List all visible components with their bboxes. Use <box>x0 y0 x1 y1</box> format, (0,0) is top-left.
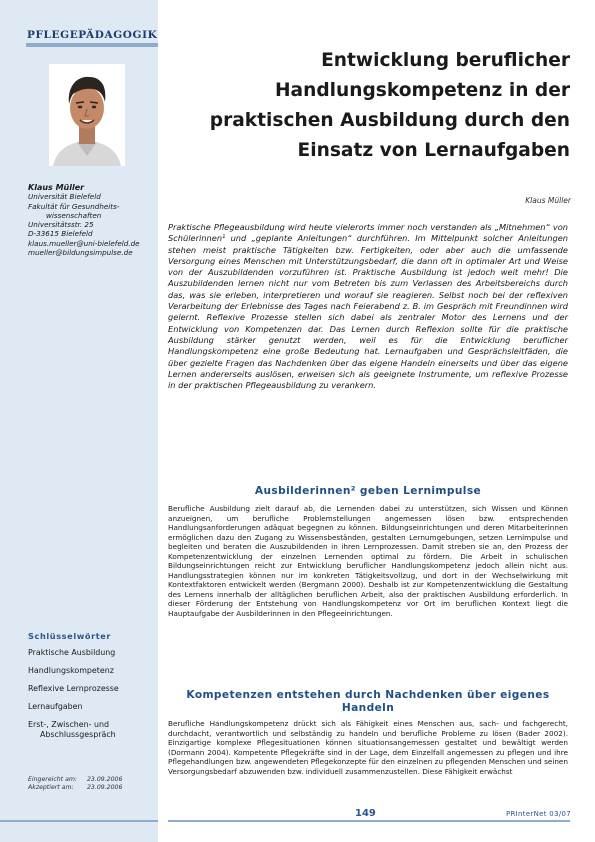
section-heading: Ausbilderinnen² geben Lernimpulse <box>254 485 482 497</box>
keywords-title: Schlüsselwörter <box>28 631 112 641</box>
journal-name: PRInterNet 03/07 <box>505 810 571 818</box>
submitted-label: Eingereicht am: <box>28 776 77 783</box>
keyword-item: Erst-, Zwischen- und <box>28 720 110 729</box>
section-label-text: PFLEGEPÄDAGOGIK <box>27 29 158 41</box>
accepted-label: Akzeptiert am: <box>28 784 74 792</box>
keyword-item-cont: Abschlussgespräch <box>40 730 116 739</box>
author-portrait-image <box>49 64 125 166</box>
section-body: Berufliche Handlungskompetenz drückt sich als Fähigkeit eines Menschen aus, sach- und fachgerecht, durchdacht, verantwortlich und selbständig zu handeln und berufliche Probleme zu lösen (Bader 2002). Einzigartige komplexe Pflegesituationen können situationsangemessen gestaltet und bewältigt werden (Dormann 2004). Kompetente Pflegekräfte sind in der Lage, dem Einzelfall angemessen zu pflegen und ihre Pflegehandlungen bzw. angewendeten Pflegekonzepte für den einzelnen zu pflegenden Menschen und seinen Versorgungsbedarf abzuwenden bzw. individuell zusammenzustellen. Diese Fähigkeit erwächst <box>168 719 568 776</box>
accepted-row <box>28 784 156 792</box>
submission-dates <box>28 776 156 792</box>
author-email-private[interactable]: mueller@bildungsimpulse.de <box>28 248 133 258</box>
byline: Klaus Müller <box>525 196 571 205</box>
accepted-date: 23.09.2006 <box>87 784 123 792</box>
section-heading: Kompetenzen entstehen durch Nachdenken über eigenes Handeln <box>186 689 550 714</box>
sidebar-bottom-rule <box>0 820 158 822</box>
submitted-date: 23.09.2006 <box>87 776 123 783</box>
top-rule <box>26 43 158 47</box>
affiliation-university: Universität Bielefeld <box>28 192 101 202</box>
author-photo <box>49 64 125 166</box>
author-name: Klaus Müller <box>28 183 85 192</box>
affiliation-street: Universitätsstr. 25 <box>28 220 94 230</box>
author-email-university[interactable]: klaus.mueller@uni-bielefeld.de <box>28 238 140 248</box>
author-info <box>28 183 156 257</box>
submitted-row <box>28 776 156 784</box>
footer-rule <box>168 820 570 822</box>
section-body: Berufliche Ausbildung zielt darauf ab, die Lernenden dabei zu unterstützen, sich Wissen und Können anzueignen, um berufliche Problemstellungen angemessen lösen bzw. entsprechenden Handlungsanforderungen adäquat begegnen zu können. Bildungseinrichtungen und deren Mitarbeiterinnen ermöglichen dazu den Zugang zu Wissensbeständen, gestalten Lernumgebungen, setzen Lernimpulse und begleiten und beraten die Auszubildenden in ihren Lernprozessen. Damit streben sie an, den Prozess der Kompetenzentwicklung der einzelnen Lernenden optimal zu fördern. Die Arbeit in schulischen Bildungseinrichtungen reicht zur Entwicklung beruflicher Handlungskompetenz jedoch allein nicht aus. Handlungsstrategien können nur im konkreten Tätigkeitsvollzug, und dort in der Wechselwirkung mit Kontextfaktoren entwickelt werden (Bergmann 2000). Deshalb ist zur Kompetenzentwicklung die Gestaltung des Lernens innerhalb der alltäglichen beruflichen Arbeit, also der praktischen Ausbildung erforderlich. In dieser Förderung der Entstehung von Handlungskompetenz vor Ort im beruflichen Kontext liegt die Hauptaufgabe der Ausbilderinnen in den Pflegeeinrichtungen. <box>168 504 568 619</box>
affiliation-faculty-cont: wissenschaften <box>46 210 102 220</box>
section-label <box>27 29 157 41</box>
abstract: Praktische Pflegeausbildung wird heute vielerorts immer noch verstanden als „Mitnehmen“ von Schülerinnen¹ und „geplante Anleitungen“ durchführen. Im Mittelpunkt solcher Anleitungen stehen meist praktische Tätigkeiten bzw. Fertigkeiten, oder aber auch die umfassende Versorgung eines Menschen mit Unterstützungsbedarf, die dann oft in optimaler Art und Weise von der Auszubildenden vorzuführen ist. Praktische Ausbildung ist jedoch weit mehr! Die Auszubildenden lernen nicht nur vom Betreten bis zum Verlassen des Arbeitsbereichs durch das, was sie erleben, interpretieren und worauf sie reagieren. Selbst noch bei der reflexiven Verarbeitung der Erlebnisse des Tages nach Feierabend z. B. im Gespräch mit Freundinnen wird gelernt. Reflexive Prozesse stellen sich dabei als zentraler Motor des Lernens und der Entwicklung von Kompetenzen dar. Das Lernen durch Reflexion sollte für die praktische Ausbildung stärker genutzt werden, weil es für die Entwicklung beruflicher Handlungskompetenz eine große Bedeutung hat. Lernaufgaben und Gesprächsleitfäden, die über gezielte Fragen das Nachdenken über das eigene Handeln einerseits und über das eigene Lernen andererseits auslösen, erweisen sich als geeignete Instrumente, um reflexive Prozesse in der praktischen Pflegeausbildung zu verankern. <box>168 222 568 391</box>
keyword-item: Praktische Ausbildung <box>28 648 116 657</box>
keywords-box <box>28 631 156 747</box>
keyword-item: Reflexive Lernprozesse <box>28 684 119 693</box>
page-number: 149 <box>355 808 376 819</box>
keyword-item: Lernaufgaben <box>28 702 83 711</box>
affiliation-faculty: Fakultät für Gesundheits- <box>28 201 120 211</box>
article-title: Entwicklung beruflicher Handlungskompetenz in der praktischen Ausbildung durch den Einsatz von Lernaufgaben <box>209 50 570 161</box>
keyword-item: Handlungskompetenz <box>28 666 114 675</box>
affiliation-city: D-33615 Bielefeld <box>28 229 93 239</box>
